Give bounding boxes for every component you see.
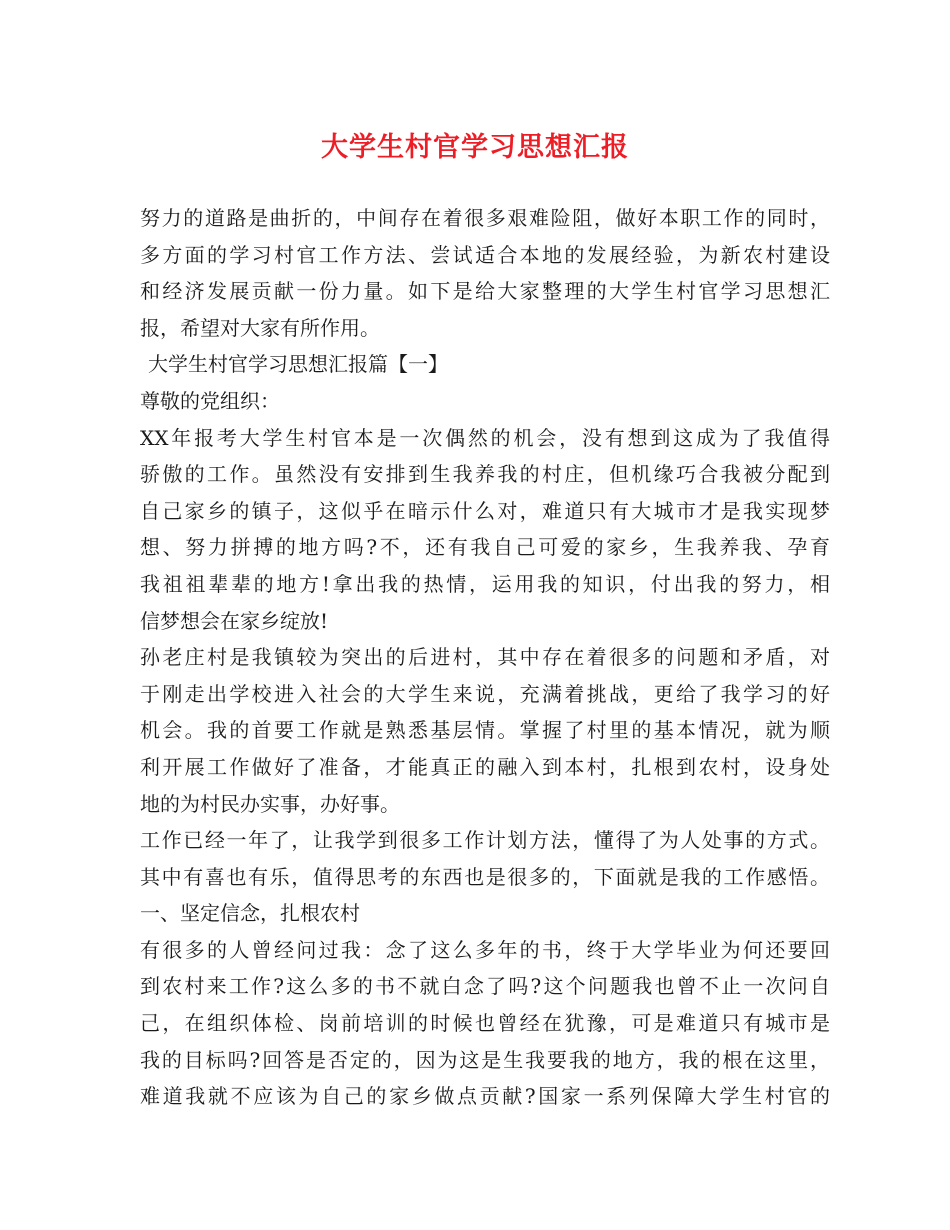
body-line: 骄傲的工作。虽然没有安排到生我养我的村庄，但机缘巧合我被分配到 <box>140 462 830 487</box>
body-line: 多方面的学习村官工作方法、尝试适合本地的发展经验，为新农村建设 <box>140 242 830 267</box>
body-line: 我的目标吗?回答是否定的，因为这是生我要我的地方，我的根在这里， <box>140 1047 830 1072</box>
body-line: 工作已经一年了，让我学到很多工作计划方法，懂得了为人处事的方式。 <box>140 828 830 853</box>
body-line: 报，希望对大家有所作用。 <box>140 315 380 340</box>
document-title: 大学生村官学习思想汇报 <box>321 132 629 163</box>
body-line: 地的为村民办实事，办好事。 <box>140 791 400 816</box>
body-line: 信梦想会在家乡绽放! <box>140 608 329 633</box>
body-line: 机会。我的首要工作就是熟悉基层情。掌握了村里的基本情况，就为顺 <box>140 718 830 743</box>
body-line: XX年报考大学生村官本是一次偶然的机会，没有想到这成为了我值得 <box>140 425 830 450</box>
section-heading: 大学生村官学习思想汇报篇【一】 <box>148 352 448 377</box>
body-line: 利开展工作做好了准备，才能真正的融入到本村，扎根到农村，设身处 <box>140 754 830 779</box>
body-line: 有很多的人曾经问过我：念了这么多年的书，终于大学毕业为何还要回 <box>140 937 830 962</box>
body-line: 其中有喜也有乐，值得思考的东西也是很多的，下面就是我的工作感悟。 <box>140 864 830 889</box>
body-line: 到农村来工作?这么多的书不就白念了吗?这个问题我也曾不止一次问自 <box>140 974 830 999</box>
subheading: 一、坚定信念，扎根农村 <box>140 901 360 926</box>
body-line: 想、努力拼搏的地方吗?不，还有我自己可爱的家乡，生我养我、孕育 <box>140 535 830 560</box>
body-line: 努力的道路是曲折的，中间存在着很多艰难险阻，做好本职工作的同时， <box>140 206 830 230</box>
body-line: 孙老庄村是我镇较为突出的后进村，其中存在着很多的问题和矛盾，对 <box>140 645 830 670</box>
body-line: 于刚走出学校进入社会的大学生来说，充满着挑战，更给了我学习的好 <box>140 681 830 706</box>
body-line: 己，在组织体检、岗前培训的时候也曾经在犹豫，可是难道只有城市是 <box>140 1011 830 1036</box>
salutation: 尊敬的党组织： <box>140 388 280 413</box>
body-line: 和经济发展贡献一份力量。如下是给大家整理的大学生村官学习思想汇 <box>140 279 830 304</box>
body-line: 难道我就不应该为自己的家乡做点贡献?国家一系列保障大学生村官的 <box>140 1084 830 1109</box>
document-body <box>140 200 830 1115</box>
body-line: 自己家乡的镇子，这似乎在暗示什么对，难道只有大城市才是我实现梦 <box>140 498 830 523</box>
body-line: 我祖祖辈辈的地方!拿出我的热情，运用我的知识，付出我的努力，相 <box>140 571 830 596</box>
